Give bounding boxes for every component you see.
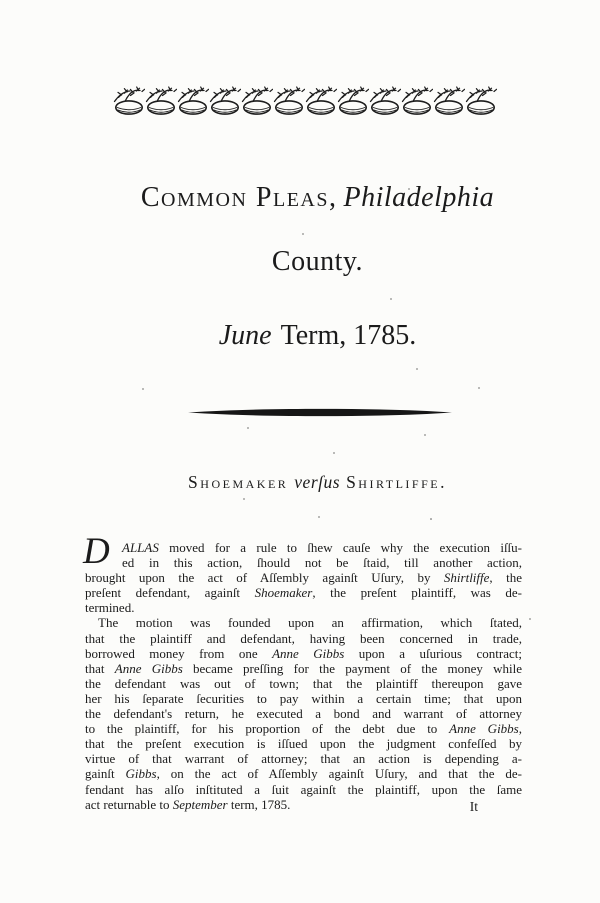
text-line: ed in this action, ſhould not be ſtaid, till another action, — [122, 555, 522, 571]
scan-speck — [247, 427, 249, 429]
paragraph — [83, 531, 522, 616]
scan-speck — [243, 498, 245, 500]
defendant-name: Shirtliffe. — [346, 472, 447, 492]
scan-speck — [408, 188, 410, 190]
floral-ornament-icon — [273, 84, 305, 116]
text-line: virtue of that warrant of attorney; that an action is depending a- — [85, 751, 522, 767]
floral-ornament-icon — [145, 84, 177, 116]
text-line: brought upon the act of Aſſembly againſt Uſury, by Shirtliffe, the — [85, 570, 522, 586]
floral-ornament-icon — [433, 84, 465, 116]
scan-speck — [416, 368, 418, 370]
scan-speck — [424, 434, 426, 436]
case-heading — [35, 472, 600, 493]
text-line: that Anne Gibbs became preſſing for the payment of the money while — [85, 660, 522, 676]
term-rest: Term, 1785. — [280, 320, 417, 351]
floral-ornament-icon — [401, 84, 433, 116]
court-place: Philadelphia — [343, 182, 495, 213]
text-line: preſent defendant, againſt Shoemaker, the preſent plaintiff, was de- — [85, 585, 522, 601]
text-line: the defendant's return, he executed a bond and warrant of attorney — [85, 706, 522, 722]
court-name: Common Pleas, — [140, 182, 338, 213]
plaintiff-name: Shoemaker — [188, 472, 289, 492]
text-line: termined. — [85, 600, 135, 616]
floral-ornament-icon — [465, 84, 497, 116]
page-title — [35, 182, 600, 214]
text-line: The motion was founded upon an affirmation, which ſtated, — [98, 615, 522, 631]
paragraph — [85, 615, 522, 811]
text-line: her his ſeparate ſecurities to pay within a certain time; that upon — [85, 690, 522, 706]
floral-ornament-icon — [113, 84, 145, 116]
term-line — [35, 320, 600, 352]
county-line: County. — [271, 246, 364, 277]
text-line: that the plaintiff and defendant, having been concerned in trade, — [85, 630, 522, 646]
text-line: gainſt Gibbs, on the act of Aſſembly againſt Uſury, and that the de- — [85, 766, 523, 782]
floral-ornament-icon — [305, 84, 337, 116]
text-line: borrowed money from one Anne Gibbs upon a uſurious contract; — [85, 645, 522, 661]
scan-speck — [302, 233, 304, 235]
floral-ornament-icon — [241, 84, 273, 116]
term-month: June — [218, 320, 272, 351]
text-line: fendant has alſo inſtituted a ſuit againſt the plaintiff, upon the ſame — [85, 781, 522, 797]
drop-cap: D — [83, 531, 110, 572]
scan-speck — [333, 452, 335, 454]
floral-ornament-icon — [337, 84, 369, 116]
catchword: It — [469, 799, 478, 814]
printer-ornament-band — [113, 84, 497, 116]
scan-speck — [390, 298, 392, 300]
text-line: the defendant was out of town; that the plaintiff thereupon gave — [85, 675, 522, 691]
swelled-rule-icon — [188, 408, 452, 417]
scan-speck — [478, 387, 480, 389]
scan-speck — [430, 196, 432, 198]
floral-ornament-icon — [177, 84, 209, 116]
versus-label: verſus — [294, 472, 341, 492]
scan-speck — [529, 618, 531, 620]
text-line: that the preſent execution is iſſued upon the judgment confeſſed by — [85, 736, 522, 752]
text-line: to the plaintiff, for his proportion of the debt due to Anne Gibbs, — [85, 721, 522, 737]
floral-ornament-icon — [209, 84, 241, 116]
scan-speck — [430, 518, 432, 520]
text-line: act returnable to September term, 1785. — [85, 796, 291, 812]
scan-speck — [142, 388, 144, 390]
floral-ornament-icon — [369, 84, 401, 116]
opinion-body — [83, 531, 523, 812]
text-line: ALLAS moved for a rule to ſhew cauſe why the execution iſſu- — [122, 540, 522, 555]
scan-speck — [318, 516, 320, 518]
